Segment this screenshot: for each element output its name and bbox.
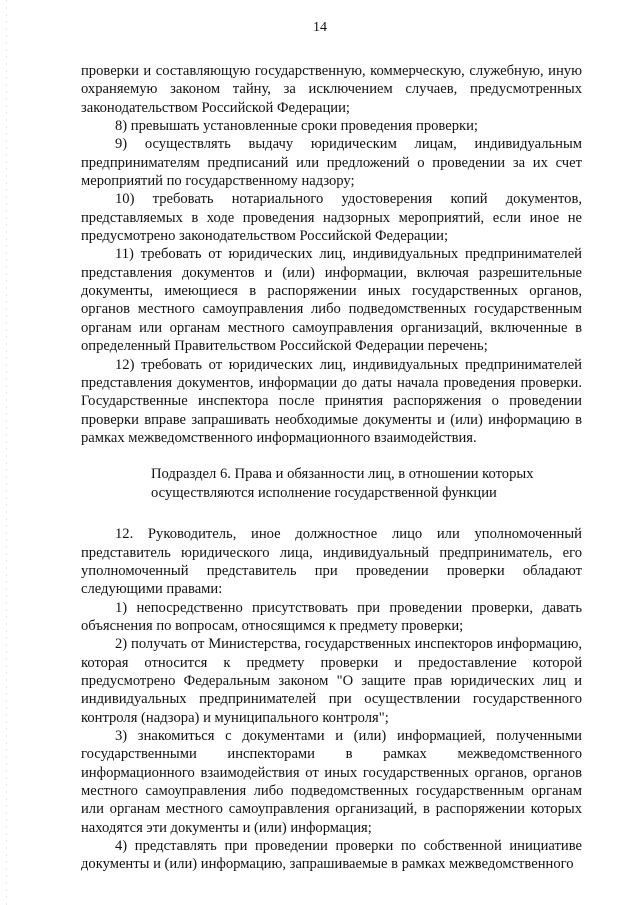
right-item-4: 4) представлять при проведении проверки по собственной инициативе документы и (или) информацию, запрашиваемые в рамках межведомственного xyxy=(81,838,582,873)
list-item-11: 11) требовать от юридических лиц, индивидуальных предпринимателей представления документов и (или) информации, включая разрешительные документы, имеющиеся в распоряжении иных государственных органов, органов местного самоуправления либо подведомственных государственным органам или органам местного самоуправления организаций, включенные в определенный Правительством Российской Федерации перечень; xyxy=(81,246,582,355)
scan-edge-artifact xyxy=(6,0,7,905)
right-item-3: 3) знакомиться с документами и (или) информацией, полученными государственными инспекторами в рамках межведомственного информационного взаимодействия от иных государственных органов, органов местного самоуправления либо подведомственных государственным органам или органам местного самоуправления организаций, в распоряжении которых находятся эти документы и (или) информация; xyxy=(81,728,582,836)
right-item-1: 1) непосредственно присутствовать при проведении проверки, давать объяснения по вопросам, относящимся к предмету проверки; xyxy=(81,599,582,634)
clause-12: 12. Руководитель, иное должностное лицо или уполномоченный представитель юридического лица, индивидуальный предприниматель, его уполномоченный представитель при проведении проверки обладают следующими правами: xyxy=(81,526,582,598)
list-item-9: 9) осуществлять выдачу юридическим лицам, индивидуальным предпринимателям предписаний или предложений о проведении за их счет мероприятий по государственному надзору; xyxy=(81,136,582,190)
page-number: 14 xyxy=(313,20,327,35)
paragraph-continuation: проверки и составляющую государственную, коммерческую, служебную, иную охраняемую законом тайну, за исключением случаев, предусмотренных законодательством Российской Федерации; xyxy=(81,63,582,116)
list-item-10: 10) требовать нотариального удостоверения копий документов, представляемых в ходе проведения надзорных мероприятий, если иное не предусмотрено законодательством Российской Федерации; xyxy=(81,191,582,245)
list-item-12: 12) требовать от юридических лиц, индивидуальных предпринимателей представления документов, информации до даты начала проведения проверки. Государственные инспектора после принятия распоряжения о проведении проверки вправе запрашивать необходимые документы и (или) информацию в рамках межведомственного информационного взаимодействия. xyxy=(81,356,582,446)
list-item-8: 8) превышать установленные сроки проведения проверки; xyxy=(115,118,478,135)
right-item-2: 2) получать от Министерства, государственных инспекторов информацию, которая относится к предмету проверки и предоставление которой предусмотрено Федеральным законом "О защите прав юридических лиц и индивидуальных предпринимателей при осуществлении государственного контроля (надзора) и муниципального контроля"; xyxy=(81,636,582,726)
subsection-heading: Подраздел 6. Права и обязанности лиц, в отношении которых осуществляются исполнение государственной функции xyxy=(151,466,534,502)
page-body xyxy=(81,62,582,874)
